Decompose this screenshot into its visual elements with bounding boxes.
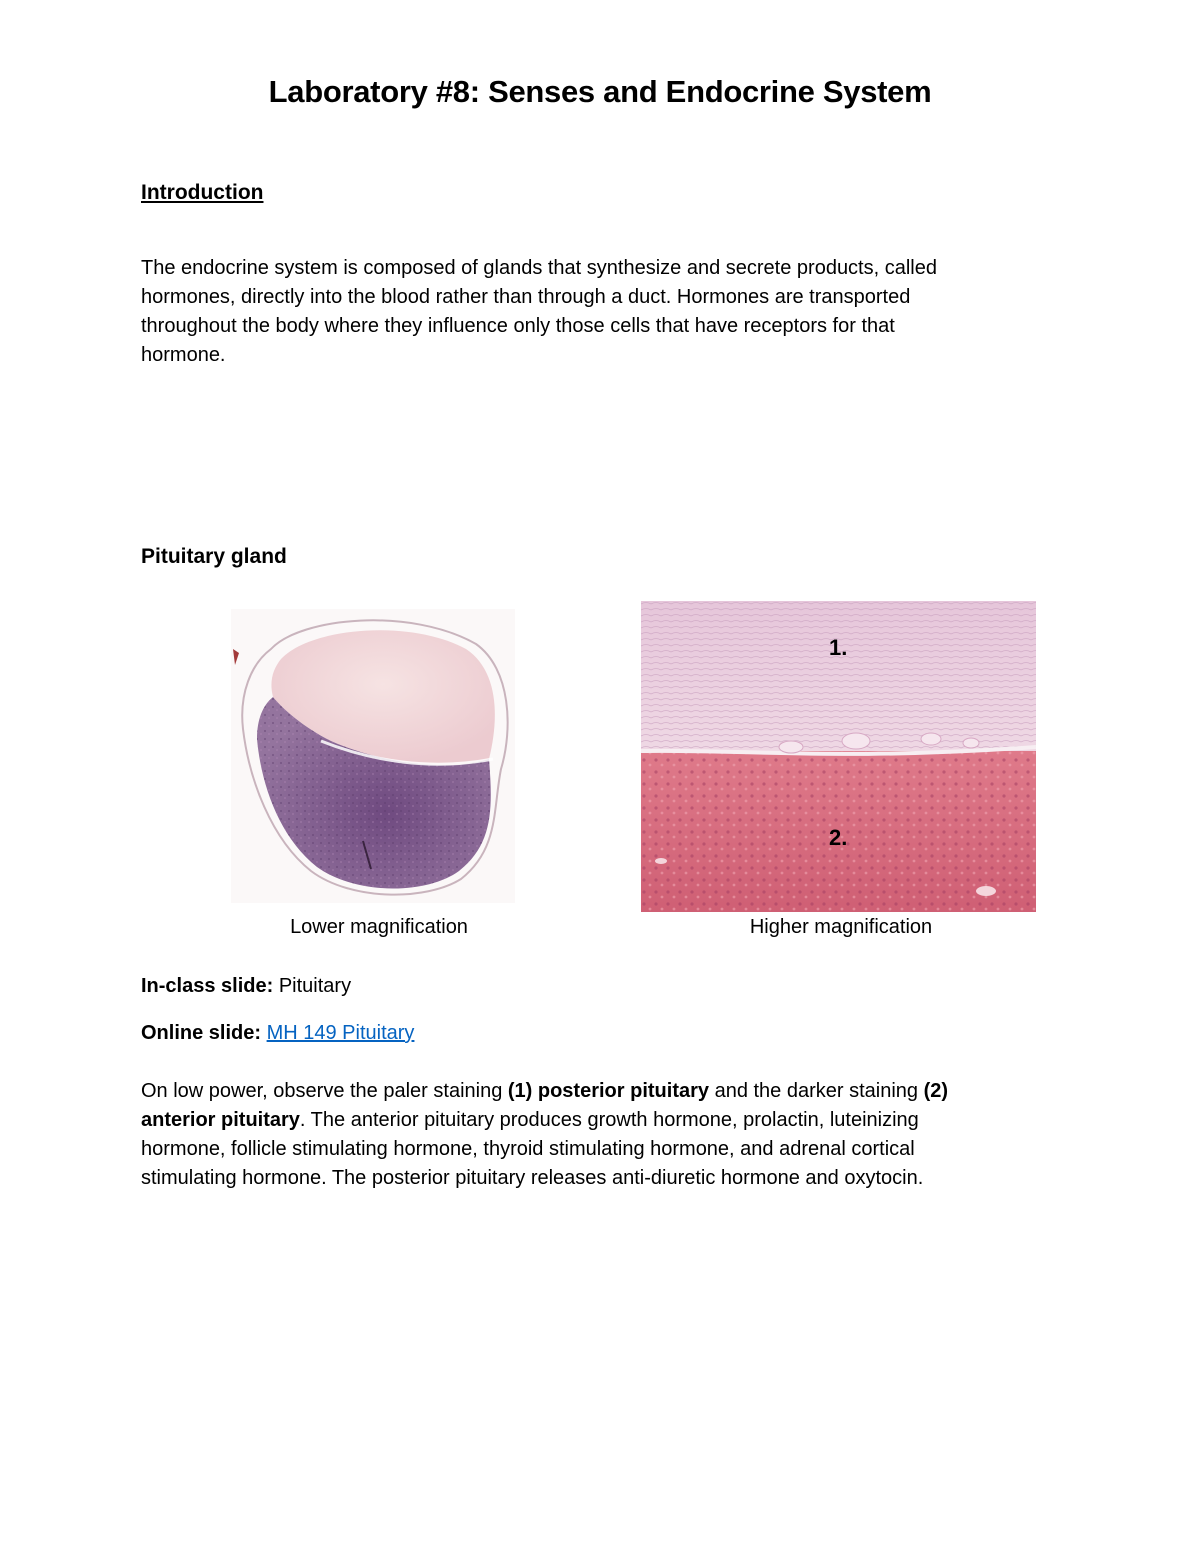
paragraph-line: hormone.	[141, 344, 226, 366]
text-run: On low power, observe the paler staining	[141, 1080, 508, 1102]
in-class-slide-line	[141, 975, 351, 998]
lower-magnification-caption: Lower magnification	[290, 916, 468, 938]
figure-label-anterior: 2.	[829, 825, 848, 850]
description-line: stimulating hormone. The posterior pituitary releases anti-diuretic hormone and oxytocin.	[141, 1167, 924, 1189]
description-line	[141, 1106, 1041, 1135]
introduction-paragraph	[141, 254, 1041, 370]
in-class-slide-value: Pituitary	[278, 975, 352, 997]
term-posterior-pituitary: (1) posterior pituitary	[507, 1080, 710, 1102]
description-line: hormone, follicle stimulating hormone, thyroid stimulating hormone, and adrenal cortical	[141, 1138, 915, 1160]
term-number-2: (2)	[923, 1080, 949, 1102]
paragraph-line: throughout the body where they influence only those cells that have receptors for that	[141, 315, 895, 337]
in-class-slide-label: In-class slide:	[141, 975, 274, 997]
lower-magnification-micrograph	[231, 609, 515, 903]
document-title: Laboratory #8: Senses and Endocrine System	[268, 74, 932, 109]
pituitary-description	[141, 1077, 1041, 1193]
online-slide-label: Online slide:	[141, 1022, 262, 1044]
online-slide-line	[141, 1022, 414, 1045]
text-run: and the darker staining	[709, 1080, 924, 1102]
figure-label-posterior: 1.	[829, 635, 848, 660]
text-run: . The anterior pituitary produces growth hormone, prolactin, luteinizing	[299, 1109, 919, 1131]
higher-magnification-caption: Higher magnification	[749, 916, 933, 938]
paragraph-line: The endocrine system is composed of glands that synthesize and secrete products, called	[141, 257, 937, 279]
description-line	[141, 1077, 1041, 1106]
online-slide-link[interactable]: MH 149 Pituitary	[266, 1022, 415, 1044]
introduction-heading: Introduction	[141, 181, 264, 204]
term-anterior-pituitary: anterior pituitary	[141, 1109, 300, 1131]
higher-magnification-micrograph	[641, 601, 1036, 912]
pituitary-heading: Pituitary gland	[141, 545, 287, 568]
pituitary-low-mag-illustration	[231, 609, 515, 903]
paragraph-line: hormones, directly into the blood rather than through a duct. Hormones are transported	[141, 286, 911, 308]
